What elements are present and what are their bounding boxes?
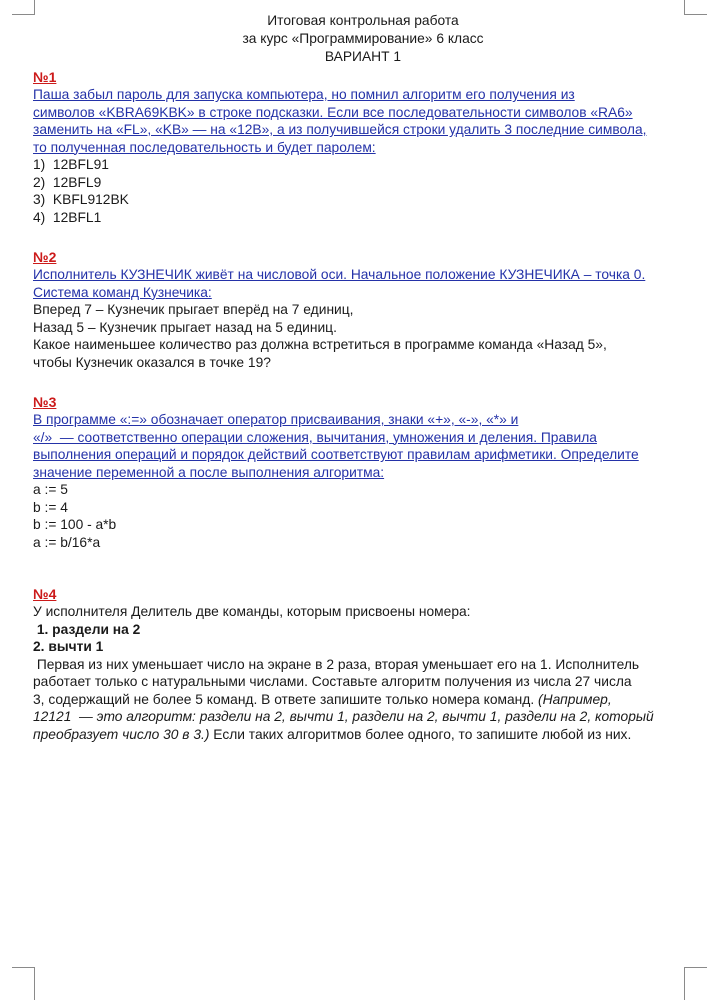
task-4-body-line [33,691,693,709]
task-3-line: значение переменной a после выполнения алгоритма: [33,464,385,480]
answer-option: 1) 12BFL91 [33,157,109,172]
code-line: a := b/16*a [33,534,101,550]
task-1-number: №1 [33,69,57,85]
code-line: b := 100 - a*b [33,517,117,532]
crop-mark-bottom-right [684,967,707,1000]
document-page [33,12,693,743]
task-3-line: выполнения операций и порядок действий соответствуют правилам арифметики. Определите [33,447,639,462]
task-2-text [33,266,693,301]
header-course: за курс «Программирование» 6 класс [242,31,484,46]
task-1-text [33,86,693,156]
crop-mark-top-left [12,0,35,15]
task-1-line: символов «KBRA69KBK» в строке подсказки. Если все последовательности символов «RA6» [33,104,633,120]
code-line: a := 5 [33,482,68,497]
code-line: b := 4 [33,499,68,515]
header-title: Итоговая контрольная работа [267,13,459,28]
task-3-number: №3 [33,394,57,410]
task-2-body-line: Вперед 7 – Кузнечик прыгает вперёд на 7 единиц, [33,302,354,317]
task-4-intro: У исполнителя Делитель две команды, которым присвоены номера: [33,604,471,619]
task-1-line: то полученная последовательность и будет паролем: [33,139,376,155]
task-2-line: Исполнитель КУЗНЕЧИК живёт на числовой оси. Начальное положение КУЗНЕЧИКА – точка 0. [33,267,646,282]
answer-option: 2) 12BFL9 [33,174,102,190]
task-4 [33,585,693,743]
task-2-body-line: Какое наименьшее количество раз должна встретиться в программе команда «Назад 5», [33,337,607,352]
task-4-body-line: работает только с натуральными числами. Составьте алгоритм получения из числа 27 числа [33,674,632,689]
task-4-body-text: 3, содержащий не более 5 команд. В ответе запишите только номера команд. [33,691,539,707]
task-2-number: №2 [33,249,57,265]
task-1-line: заменить на «FL», «KB» — на «12B», а из получившейся строки удалить 3 последние символа, [33,122,647,137]
task-2-body-line: Назад 5 – Кузнечик прыгает назад на 5 единиц. [33,319,337,335]
task-1-options [33,156,693,226]
document-header [33,12,693,66]
task-3-text [33,411,693,481]
task-3-line: В программе «:=» обозначает оператор присваивания, знаки «+», «-», «*» и [33,412,519,427]
task-4-example-line: 12121 — это алгоритм: раздели на 2, вычти 1, раздели на 2, вычти 1, раздели на 2, который [33,709,654,724]
task-2-body [33,301,693,371]
task-4-example-text: (Например, [538,691,612,707]
task-1-line: Паша забыл пароль для запуска компьютера, но помнил алгоритм его получения из [33,87,575,102]
task-4-command: 1. раздели на 2 [33,621,141,637]
task-2-line: Система команд Кузнечика: [33,284,212,300]
answer-option: 3) KBFL912BK [33,192,129,207]
task-4-body-text: Если таких алгоритмов более одного, то запишите любой из них. [209,726,632,742]
task-4-example-text: преобразует число 30 в 3.) [33,726,210,742]
task-3 [33,393,693,551]
task-1 [33,68,693,226]
task-4-body-line: Первая из них уменьшает число на экране в 2 раза, вторая уменьшает его на 1. Исполнитель [33,656,640,672]
crop-mark-bottom-left [12,967,35,1000]
task-4-body-line [33,726,693,744]
task-3-code [33,481,693,551]
header-variant: ВАРИАНТ 1 [324,49,402,64]
task-4-number: №4 [33,586,57,602]
task-2-body-line: чтобы Кузнечик оказался в точке 19? [33,354,271,370]
task-4-command: 2. вычти 1 [33,639,104,654]
task-2 [33,248,693,371]
answer-option: 4) 12BFL1 [33,209,102,225]
task-3-line: «/» — соответственно операции сложения, вычитания, умножения и деления. Правила [33,429,597,445]
